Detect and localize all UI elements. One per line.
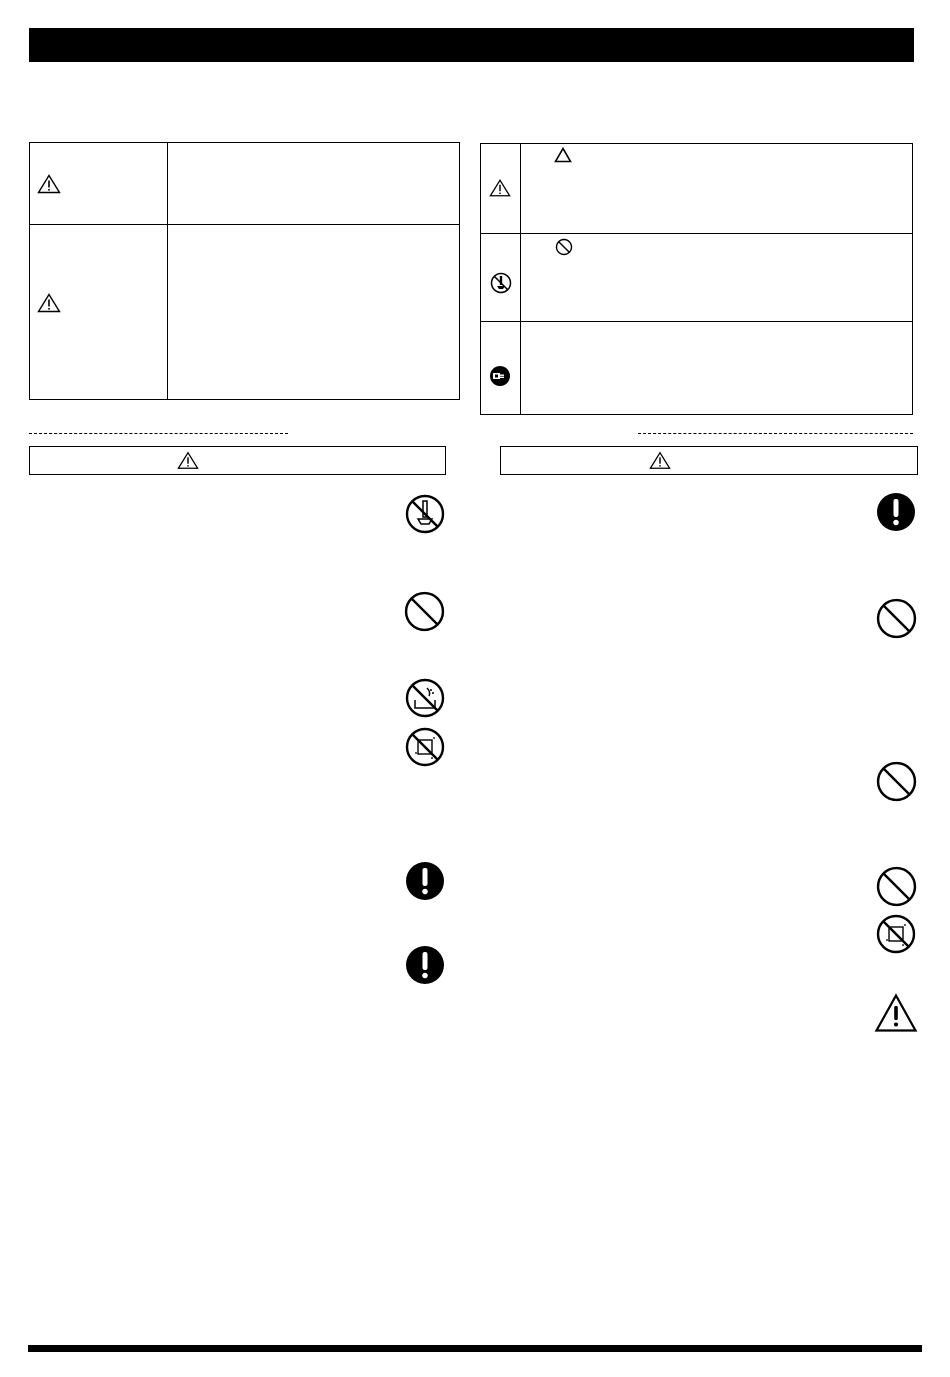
no-water-icon: [405, 727, 445, 767]
legend-right-row-separator-1: [480, 233, 913, 234]
triangle-outline-icon: [554, 147, 572, 163]
warning-triangle-icon: [37, 174, 61, 194]
section-bar-left: [29, 446, 446, 475]
warning-triangle-icon: [177, 451, 199, 470]
legend-right-row-separator-2: [480, 321, 913, 322]
legend-table-left: [29, 142, 460, 400]
prohibition-icon: [404, 591, 445, 632]
legend-right-divider: [520, 143, 521, 415]
prohibition-icon: [876, 598, 917, 639]
unplug-icon: [489, 365, 511, 387]
header-bar: [29, 28, 914, 62]
mandatory-action-icon: [876, 492, 916, 532]
right-dashed-divider: [638, 433, 913, 434]
prohibition-circle-icon: [555, 238, 573, 256]
warning-triangle-icon: [489, 178, 511, 198]
legend-left-divider: [167, 142, 168, 400]
left-dashed-divider: [29, 433, 288, 434]
warning-triangle-icon: [649, 451, 671, 470]
prohibition-icon: [876, 761, 917, 802]
legend-left-row-separator: [29, 224, 460, 225]
caution-triangle-icon: [37, 293, 61, 313]
legend-table-right: [480, 143, 913, 415]
section-bar-right: [500, 446, 918, 475]
no-disassembly-icon: [490, 272, 512, 294]
mandatory-action-icon: [405, 861, 445, 901]
caution-triangle-icon: [874, 993, 918, 1033]
prohibition-icon: [876, 866, 917, 907]
mandatory-action-icon: [405, 945, 445, 985]
no-disassembly-icon: [405, 494, 445, 534]
no-wet-hands-icon: [405, 678, 445, 718]
footer-bar: [28, 1345, 922, 1352]
no-water-icon: [876, 914, 916, 954]
